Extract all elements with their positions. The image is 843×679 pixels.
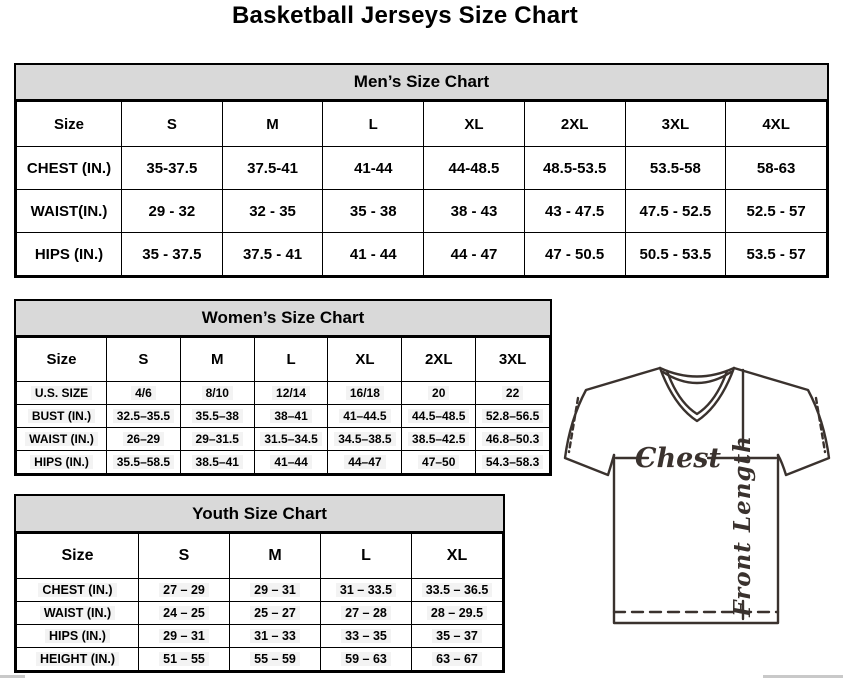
size-value-cell [328,382,402,405]
column-header: S [139,534,230,579]
size-value-cell [321,648,412,671]
size-value-cell [180,428,254,451]
row-label-text: U.S. SIZE [31,386,92,400]
size-value-cell [122,190,223,233]
row-label-text: WAIST (IN.) [40,606,115,620]
size-value: 16/18 [346,386,384,400]
column-header: 3XL [625,102,726,147]
size-value: 44–47 [344,455,385,469]
column-header: Size [17,534,139,579]
table-row [17,190,827,233]
size-value-cell [230,602,321,625]
column-header: L [254,338,328,382]
size-value: 38–41 [270,409,311,423]
size-value-cell [107,405,181,428]
size-value-cell [424,233,525,276]
size-value: 55 – 59 [250,652,300,666]
row-label [17,190,122,233]
size-value: 4/6 [131,386,156,400]
row-label [17,405,107,428]
size-value-cell [476,382,550,405]
size-value: 50.5 - 53.5 [639,245,712,263]
size-value: 52.5 - 57 [746,202,806,220]
size-value-cell [625,233,726,276]
size-value: 38 - 43 [450,202,498,220]
column-header: S [122,102,223,147]
size-value-cell [412,579,503,602]
size-value: 12/14 [272,386,310,400]
page-title: Basketball Jerseys Size Chart [232,2,578,29]
size-value: 43 - 47.5 [545,202,605,220]
column-header: XL [412,534,503,579]
column-header: 2XL [524,102,625,147]
jersey-measurement-diagram [556,358,838,628]
size-value-cell [180,451,254,474]
size-value: 24 – 25 [159,606,209,620]
size-value-cell [328,451,402,474]
size-value: 51 – 55 [159,652,209,666]
size-value: 53.5-58 [649,159,701,177]
size-value: 35.5–38 [192,409,243,423]
table-row [17,405,550,428]
size-value-cell [323,147,424,190]
scrollbar-fragment[interactable] [0,675,25,678]
size-value: 41 - 44 [349,245,397,263]
size-value-cell [230,579,321,602]
size-value-cell [180,382,254,405]
size-value-cell [254,451,328,474]
column-header: L [321,534,412,579]
size-value: 29 - 32 [148,202,196,220]
size-value: 35 – 37 [432,629,482,643]
size-value-cell [726,190,827,233]
table-row [17,602,503,625]
column-header: M [180,338,254,382]
size-value: 41–44 [270,455,311,469]
size-value: 44.5–48.5 [408,409,469,423]
size-value-cell [412,648,503,671]
table-row [17,579,503,602]
jersey-right-cuff-dashes [816,398,825,452]
column-header: XL [424,102,525,147]
size-value: 29–31.5 [192,432,243,446]
row-label-text: WAIST(IN.) [30,202,108,220]
row-label [17,648,139,671]
size-value-cell [222,147,323,190]
size-value: 31 – 33.5 [336,583,396,597]
size-value: 32 - 35 [249,202,296,220]
size-value: 27 – 29 [159,583,209,597]
size-value: 47.5 - 52.5 [639,202,712,220]
size-value-cell [254,405,328,428]
mens-table-grid [16,101,827,276]
size-value: 27 – 28 [341,606,391,620]
size-value: 32.5–35.5 [113,409,174,423]
column-header: 4XL [726,102,827,147]
size-value: 54.3–58.3 [482,455,543,469]
size-value: 35-37.5 [146,159,198,177]
size-value-cell [323,190,424,233]
size-value-cell [424,190,525,233]
size-value-cell [625,190,726,233]
size-value-cell [222,233,323,276]
size-value-cell [139,579,230,602]
row-label [17,602,139,625]
size-value-cell [476,428,550,451]
row-label-text: BUST (IN.) [28,409,95,423]
column-header: Size [17,102,122,147]
size-value: 35 - 38 [349,202,397,220]
size-value-cell [524,233,625,276]
size-value: 31.5–34.5 [260,432,321,446]
row-label [17,428,107,451]
womens-table-title: Women’s Size Chart [16,301,550,337]
front-length-label: Front Length [729,435,756,617]
size-value: 28 – 29.5 [427,606,487,620]
column-header: Size [17,338,107,382]
table-row [17,648,503,671]
size-value-cell [726,147,827,190]
size-value: 38.5–42.5 [408,432,469,446]
column-header: 2XL [402,338,476,382]
size-value-cell [321,579,412,602]
size-value: 41-44 [354,159,393,177]
size-value-cell [122,147,223,190]
size-value: 44 - 47 [450,245,498,263]
row-label-text: WAIST (IN.) [25,432,98,446]
size-value: 63 – 67 [432,652,482,666]
row-label-text: HIPS (IN.) [30,455,93,469]
size-value-cell [476,451,550,474]
size-value-cell [726,233,827,276]
size-value-cell [180,405,254,428]
column-header: L [323,102,424,147]
size-value: 41–44.5 [339,409,390,423]
size-value: 20 [428,386,449,400]
size-value-cell [524,147,625,190]
size-value: 53.5 - 57 [746,245,806,263]
row-label [17,382,107,405]
size-value: 25 – 27 [250,606,300,620]
row-label [17,147,122,190]
column-header: 3XL [476,338,550,382]
size-value: 37.5-41 [247,159,298,177]
size-value: 38.5–41 [192,455,243,469]
row-label [17,579,139,602]
size-value: 58-63 [756,159,796,177]
jersey-left-cuff-dashes [569,398,578,452]
size-value-cell [424,147,525,190]
size-value: 59 – 63 [341,652,391,666]
row-label [17,233,122,276]
size-value-cell [476,405,550,428]
size-value-cell [402,428,476,451]
mens-size-table [14,63,829,278]
size-value: 31 – 33 [250,629,300,643]
size-value: 33 – 35 [341,629,391,643]
row-label-text: CHEST (IN.) [26,159,112,177]
youth-size-table [14,494,505,673]
size-value: 8/10 [202,386,233,400]
header-row [17,102,827,147]
row-label [17,451,107,474]
header-row [17,534,503,579]
row-label-text: HEIGHT (IN.) [36,652,119,666]
table-row [17,382,550,405]
table-row [17,233,827,276]
size-value-cell [254,382,328,405]
size-value: 46.8–50.3 [482,432,543,446]
table-row [17,428,550,451]
size-value-cell [402,405,476,428]
size-value-cell [321,625,412,648]
size-value: 22 [502,386,523,400]
size-value: 52.8–56.5 [482,409,543,423]
size-value: 48.5-53.5 [542,159,607,177]
column-header: S [107,338,181,382]
size-value-cell [230,625,321,648]
size-value: 26–29 [123,432,164,446]
size-value-cell [122,233,223,276]
size-value-cell [254,428,328,451]
column-header: XL [328,338,402,382]
size-value-cell [222,190,323,233]
size-value-cell [139,625,230,648]
table-row [17,147,827,190]
jersey-collar-arc-outer [660,368,734,377]
row-label-text: HIPS (IN.) [34,245,104,263]
size-value-cell [107,428,181,451]
size-value: 33.5 – 36.5 [422,583,493,597]
size-value: 35.5–58.5 [113,455,174,469]
header-row [17,338,550,382]
size-value-cell [328,405,402,428]
size-value-cell [107,382,181,405]
chest-label: Chest [635,443,721,474]
size-value-cell [412,625,503,648]
womens-table-grid [16,337,550,474]
size-value-cell [321,602,412,625]
size-value-cell [402,451,476,474]
size-value-cell [139,602,230,625]
size-value-cell [107,451,181,474]
size-value: 44-48.5 [448,159,500,177]
size-value-cell [625,147,726,190]
row-label-text: CHEST (IN.) [38,583,116,597]
womens-size-table [14,299,552,476]
size-value: 34.5–38.5 [334,432,395,446]
row-label-text: HIPS (IN.) [45,629,110,643]
size-value-cell [139,648,230,671]
youth-table-title: Youth Size Chart [16,496,503,533]
size-value-cell [524,190,625,233]
size-value-cell [323,233,424,276]
size-value-cell [230,648,321,671]
size-value: 29 – 31 [250,583,300,597]
size-value: 29 – 31 [159,629,209,643]
size-value-cell [412,602,503,625]
size-value: 47 - 50.5 [545,245,605,263]
size-value: 35 - 37.5 [142,245,202,263]
size-value-cell [402,382,476,405]
table-row [17,625,503,648]
size-value: 37.5 - 41 [242,245,303,263]
scrollbar-fragment[interactable] [763,675,843,678]
youth-table-grid [16,533,503,671]
column-header: M [222,102,323,147]
row-label [17,625,139,648]
mens-table-title: Men’s Size Chart [16,65,827,101]
column-header: M [230,534,321,579]
size-value-cell [328,428,402,451]
table-row [17,451,550,474]
size-value: 47–50 [418,455,459,469]
